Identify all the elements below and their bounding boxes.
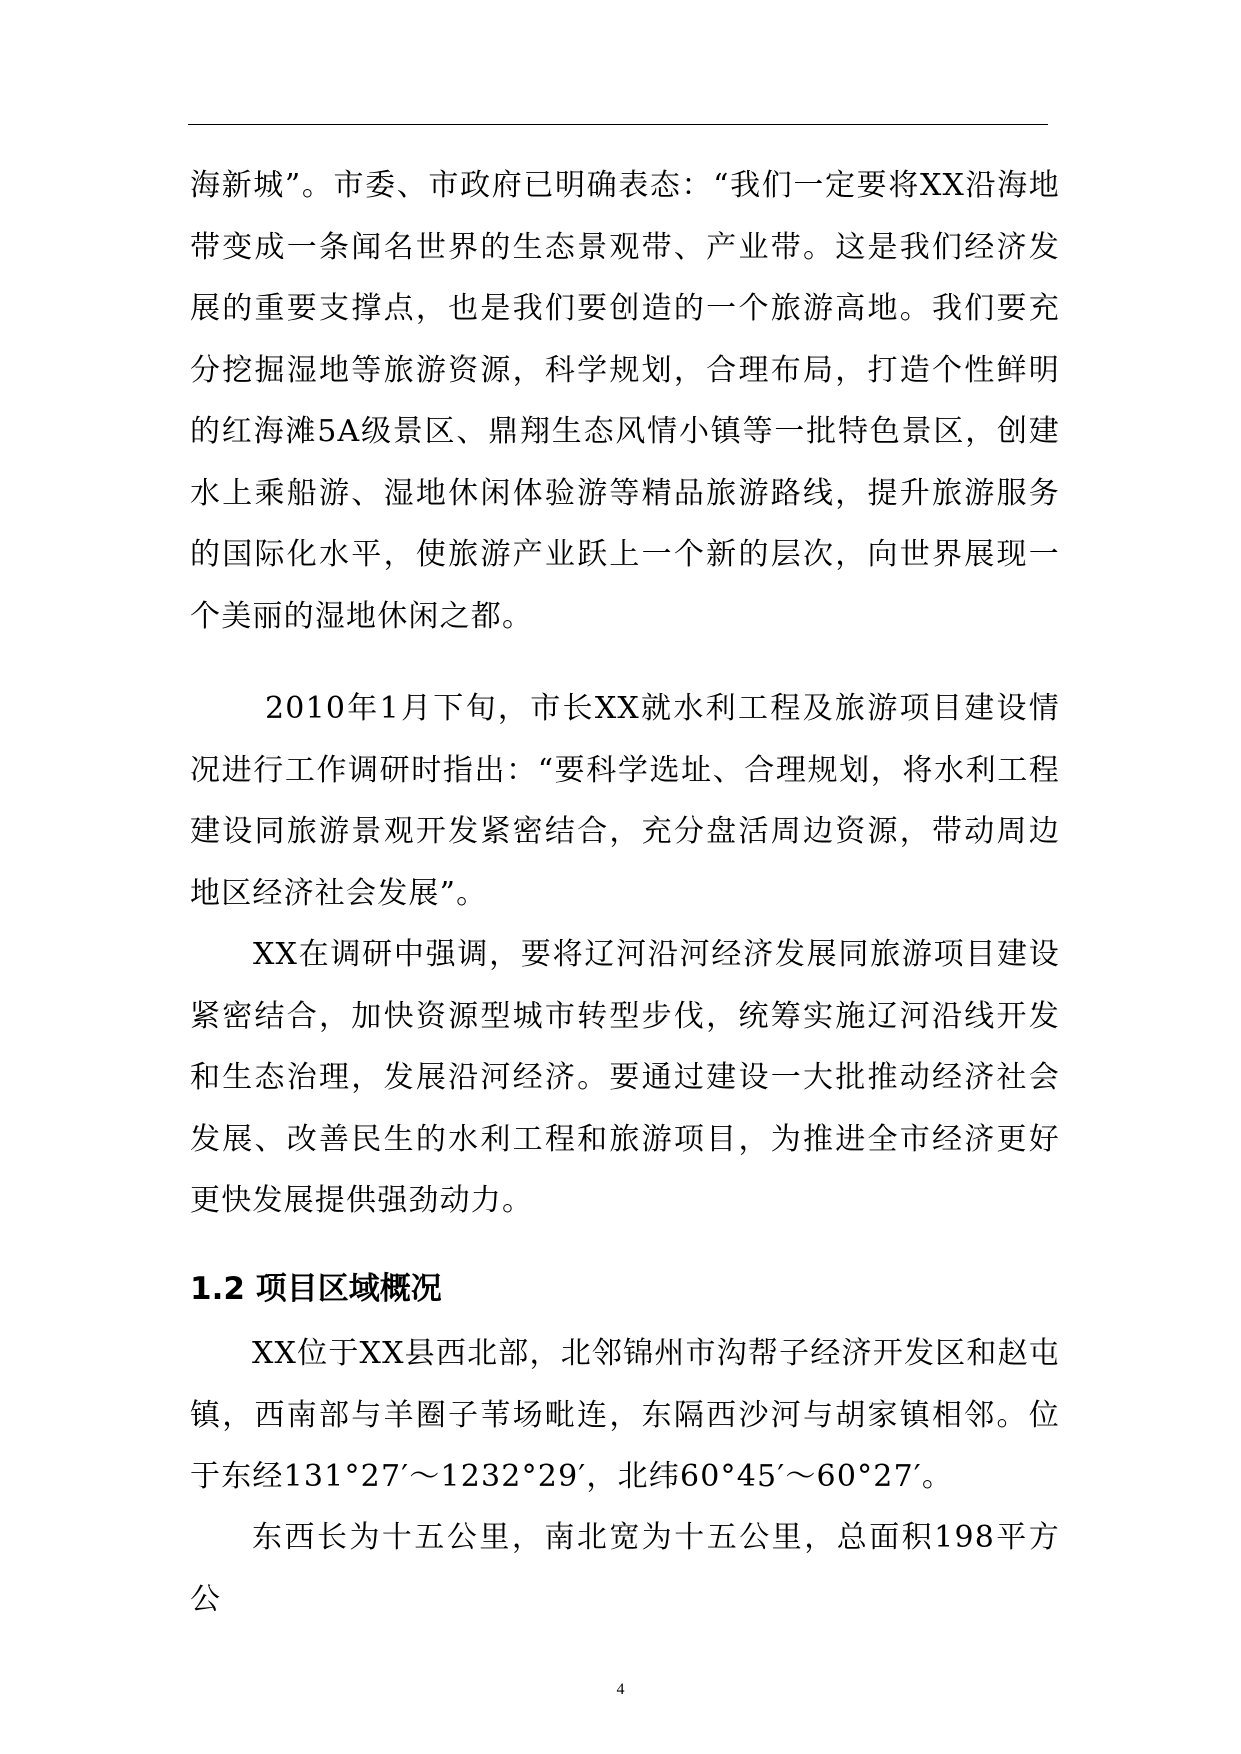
paragraph-location: XX位于XX县西北部，北邻锦州市沟帮子经济开发区和赵屯镇，西南部与羊圈子苇场毗连，东隔西沙河与胡家镇相邻。位于东经131°27′～1232°29′，北纬60°45′～60°27′。 [190, 1336, 1060, 1494]
paragraph-area: 东西长为十五公里，南北宽为十五公里，总面积198平方公 [190, 1520, 1060, 1617]
section-heading: 1.2 项目区域概况 [190, 1271, 442, 1307]
page-number: 4 [616, 1681, 625, 1698]
header-rule [188, 124, 1048, 125]
paragraph-continuation: 海新城”。市委、市政府已明确表态：“我们一定要将XX沿海地带变成一条闻名世界的生态景观带、产业带。这是我们经济发展的重要支撑点，也是我们要创造的一个旅游高地。我们要充分挖掘湿地等旅游资源，科学规划，合理布局，打造个性鲜明的红海滩5A级景区、鼎翔生态风情小镇等一批特色景区，创建水上乘船游、湿地休闲体验游等精品旅游路线，提升旅游服务的国际化水平，使旅游产业跃上一个新的层次，向世界展现一个美丽的湿地休闲之都。 [190, 168, 1060, 634]
paragraph-research-emphasis: XX在调研中强调，要将辽河沿河经济发展同旅游项目建设紧密结合，加快资源型城市转型步伐，统筹实施辽河沿线开发和生态治理，发展沿河经济。要通过建设一大批推动经济社会发展、改善民生的水利工程和旅游项目，为推进全市经济更好更快发展提供强劲动力。 [190, 937, 1060, 1218]
paragraph-mayor-remarks: 2010年1月下旬，市长XX就水利工程及旅游项目建设情况进行工作调研时指出：“要科学选址、合理规划，将水利工程建设同旅游景观开发紧密结合，充分盘活周边资源，带动周边地区经济社会发展”。 [190, 691, 1060, 911]
